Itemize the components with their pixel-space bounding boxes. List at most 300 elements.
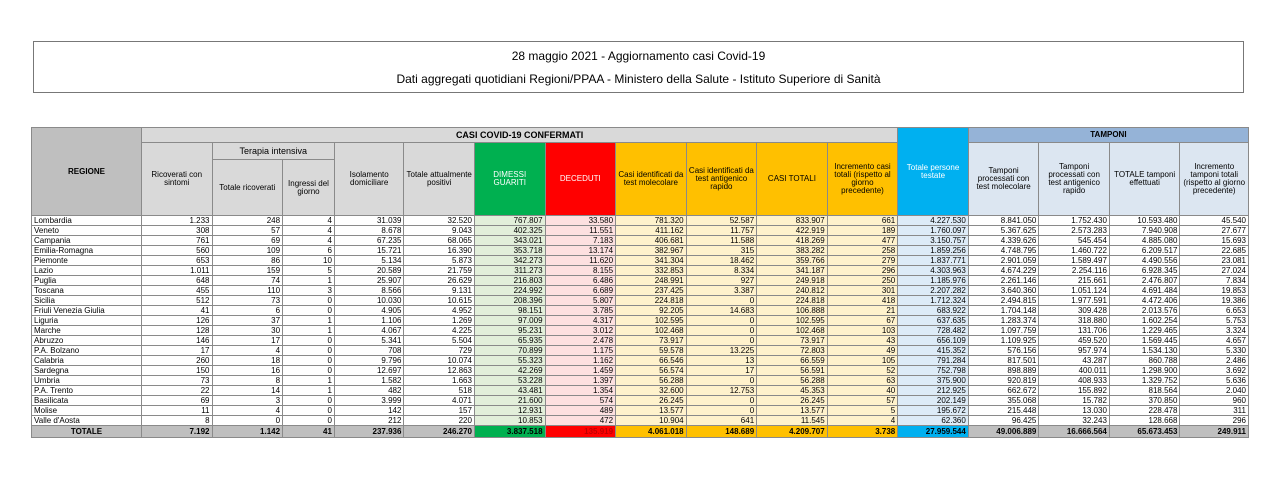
value-cell: 215.448: [968, 406, 1039, 416]
value-cell: 1.269: [404, 316, 475, 326]
value-cell: 15.721: [334, 246, 404, 256]
table-row: [32, 246, 1249, 256]
value-cell: 0: [283, 346, 335, 356]
value-cell: 2.207.282: [898, 286, 969, 296]
value-cell: 767.807: [474, 216, 545, 226]
value-cell: 1.977.591: [1039, 296, 1110, 306]
value-cell: 13: [686, 356, 757, 366]
value-cell: 8.155: [545, 266, 616, 276]
value-cell: 791.284: [898, 356, 969, 366]
value-cell: 1.752.430: [1039, 216, 1110, 226]
value-cell: 653: [141, 256, 212, 266]
value-cell: 1.283.374: [968, 316, 1039, 326]
header-dimessi: DIMESSI GUARITI: [474, 143, 545, 216]
value-cell: 1.354: [545, 386, 616, 396]
value-cell: 761: [141, 236, 212, 246]
value-cell: 42.269: [474, 366, 545, 376]
value-cell: 400.011: [1039, 366, 1110, 376]
region-name-cell: Emilia-Romagna: [32, 246, 142, 256]
value-cell: 150: [141, 366, 212, 376]
table-row: [32, 266, 1249, 276]
value-cell: 202.149: [898, 396, 969, 406]
value-cell: 1: [283, 376, 335, 386]
value-cell: 131.706: [1039, 326, 1110, 336]
value-cell: 208.396: [474, 296, 545, 306]
value-cell: 4: [212, 346, 283, 356]
value-cell: 4.657: [1180, 336, 1249, 346]
value-cell: 55.323: [474, 356, 545, 366]
value-cell: 4.225: [404, 326, 475, 336]
value-cell: 1.051.124: [1039, 286, 1110, 296]
report-title: 28 maggio 2021 - Aggiornamento casi Covid-19: [511, 49, 766, 63]
table-row: [32, 356, 1249, 366]
value-cell: 1: [283, 386, 335, 396]
value-cell: 341.187: [757, 266, 828, 276]
value-cell: 25.907: [334, 276, 404, 286]
value-cell: 5.753: [1180, 316, 1249, 326]
value-cell: 1.602.254: [1109, 316, 1180, 326]
value-cell: 98.151: [474, 306, 545, 316]
value-cell: 95.231: [474, 326, 545, 336]
value-cell: 422.919: [757, 226, 828, 236]
region-name-cell: Umbria: [32, 376, 142, 386]
value-cell: 32.243: [1039, 416, 1110, 426]
value-cell: 375.900: [898, 376, 969, 386]
value-cell: 4.339.626: [968, 236, 1039, 246]
value-cell: 5.873: [404, 256, 475, 266]
value-cell: 17: [686, 366, 757, 376]
header-casi-antigenico: Casi identificati da test antigenico rapido: [686, 143, 757, 216]
header-casi-totali: CASI TOTALI: [757, 143, 828, 216]
header-regione: REGIONE: [32, 128, 142, 216]
value-cell: 637.635: [898, 316, 969, 326]
value-cell: 1: [283, 276, 335, 286]
value-cell: 224.818: [616, 296, 687, 306]
value-cell: 3.785: [545, 306, 616, 316]
header-tamponi-antigenico: Tamponi processati con test antigenico rapido: [1039, 143, 1110, 216]
value-cell: 19.853: [1180, 286, 1249, 296]
table-row: [32, 296, 1249, 306]
value-cell: 0: [283, 396, 335, 406]
table-row: [32, 336, 1249, 346]
value-cell: 69: [141, 396, 212, 406]
value-cell: 308: [141, 226, 212, 236]
value-cell: 12.697: [334, 366, 404, 376]
value-cell: 195.672: [898, 406, 969, 416]
value-cell: 1.589.497: [1039, 256, 1110, 266]
value-cell: 53.228: [474, 376, 545, 386]
value-cell: 1.298.900: [1109, 366, 1180, 376]
header-tamponi-molecolare: Tamponi processati con test molecolare: [968, 143, 1039, 216]
region-name-cell: Puglia: [32, 276, 142, 286]
value-cell: 359.766: [757, 256, 828, 266]
value-cell: 342.273: [474, 256, 545, 266]
value-cell: 8: [141, 416, 212, 426]
value-cell: 5.807: [545, 296, 616, 306]
report-subtitle: Dati aggregati quotidiani Regioni/PPAA - Ministero della Salute - Istituto Superiore di Sanità: [396, 72, 881, 86]
value-cell: 957.974: [1039, 346, 1110, 356]
header-ricoverati: Ricoverati con sintomi: [141, 143, 212, 216]
value-cell: 301: [827, 286, 898, 296]
value-cell: 1.097.759: [968, 326, 1039, 336]
value-cell: 1.837.771: [898, 256, 969, 266]
table-row: [32, 316, 1249, 326]
value-cell: 7.834: [1180, 276, 1249, 286]
value-cell: 382.967: [616, 246, 687, 256]
covid-data-table: [31, 127, 1249, 438]
value-cell: 9.131: [404, 286, 475, 296]
value-cell: 159: [212, 266, 283, 276]
value-cell: 1.859.256: [898, 246, 969, 256]
value-cell: 920.819: [968, 376, 1039, 386]
value-cell: 1.712.324: [898, 296, 969, 306]
value-cell: 411.162: [616, 226, 687, 236]
value-cell: 59.578: [616, 346, 687, 356]
value-cell: 67: [827, 316, 898, 326]
value-cell: 74: [212, 276, 283, 286]
value-cell: 818.564: [1109, 386, 1180, 396]
value-cell: 4.674.229: [968, 266, 1039, 276]
value-cell: 355.068: [968, 396, 1039, 406]
value-cell: 2.254.116: [1039, 266, 1110, 276]
value-cell: 72.803: [757, 346, 828, 356]
value-cell: 0: [686, 396, 757, 406]
value-cell: 70.899: [474, 346, 545, 356]
value-cell: 4.952: [404, 306, 475, 316]
value-cell: 1.760.097: [898, 226, 969, 236]
value-cell: 2.901.059: [968, 256, 1039, 266]
table-row: [32, 386, 1249, 396]
value-cell: 11: [141, 406, 212, 416]
value-cell: 6.209.517: [1109, 246, 1180, 256]
value-cell: 102.595: [757, 316, 828, 326]
value-cell: 12.931: [474, 406, 545, 416]
value-cell: 237.425: [616, 286, 687, 296]
value-cell: 5.367.625: [968, 226, 1039, 236]
value-cell: 3.999: [334, 396, 404, 406]
value-cell: 648: [141, 276, 212, 286]
value-cell: 5: [827, 406, 898, 416]
value-cell: 408.933: [1039, 376, 1110, 386]
value-cell: 383.282: [757, 246, 828, 256]
header-totale-positivi: Totale attualmente positivi: [404, 143, 475, 216]
total-value-cell: 16.666.564: [1039, 426, 1110, 438]
value-cell: 353.718: [474, 246, 545, 256]
value-cell: 2.261.146: [968, 276, 1039, 286]
value-cell: 12.863: [404, 366, 475, 376]
value-cell: 315: [686, 246, 757, 256]
value-cell: 4: [212, 406, 283, 416]
value-cell: 1.663: [404, 376, 475, 386]
value-cell: 833.907: [757, 216, 828, 226]
value-cell: 459.520: [1039, 336, 1110, 346]
total-value-cell: 3.837.518: [474, 426, 545, 438]
total-value-cell: 27.959.544: [898, 426, 969, 438]
value-cell: 73: [212, 296, 283, 306]
value-cell: 5.636: [1180, 376, 1249, 386]
value-cell: 3.324: [1180, 326, 1249, 336]
region-name-cell: P.A. Bolzano: [32, 346, 142, 356]
value-cell: 0: [283, 406, 335, 416]
value-cell: 6.928.345: [1109, 266, 1180, 276]
value-cell: 146: [141, 336, 212, 346]
value-cell: 43.481: [474, 386, 545, 396]
value-cell: 57: [212, 226, 283, 236]
value-cell: 43: [827, 336, 898, 346]
value-cell: 248.991: [616, 276, 687, 286]
value-cell: 30: [212, 326, 283, 336]
total-value-cell: 65.673.453: [1109, 426, 1180, 438]
value-cell: 68.065: [404, 236, 475, 246]
header-totale-ricoverati: Totale ricoverati: [212, 160, 283, 216]
value-cell: 23.081: [1180, 256, 1249, 266]
value-cell: 2.040: [1180, 386, 1249, 396]
value-cell: 683.922: [898, 306, 969, 316]
value-cell: 2.013.576: [1109, 306, 1180, 316]
value-cell: 14.683: [686, 306, 757, 316]
value-cell: 1.185.976: [898, 276, 969, 286]
value-cell: 8.566: [334, 286, 404, 296]
header-totale-tamponi: TOTALE tamponi effettuati: [1109, 143, 1180, 216]
value-cell: 102.595: [616, 316, 687, 326]
table-row: [32, 276, 1249, 286]
header-deceduti: DECEDUTI: [545, 143, 616, 216]
value-cell: 21.600: [474, 396, 545, 406]
total-value-cell: 3.738: [827, 426, 898, 438]
value-cell: 0: [686, 376, 757, 386]
region-name-cell: Lazio: [32, 266, 142, 276]
value-cell: 22.685: [1180, 246, 1249, 256]
value-cell: 1.329.752: [1109, 376, 1180, 386]
value-cell: 4.691.484: [1109, 286, 1180, 296]
value-cell: 18.462: [686, 256, 757, 266]
region-name-cell: Toscana: [32, 286, 142, 296]
value-cell: 216.803: [474, 276, 545, 286]
value-cell: 4.472.406: [1109, 296, 1180, 306]
value-cell: 576.156: [968, 346, 1039, 356]
value-cell: 6.653: [1180, 306, 1249, 316]
table-row: [32, 256, 1249, 266]
value-cell: 512: [141, 296, 212, 306]
value-cell: 2.486: [1180, 356, 1249, 366]
value-cell: 13.577: [757, 406, 828, 416]
value-cell: 224.992: [474, 286, 545, 296]
table-row: [32, 306, 1249, 316]
value-cell: 52: [827, 366, 898, 376]
value-cell: 3.150.757: [898, 236, 969, 246]
value-cell: 128.668: [1109, 416, 1180, 426]
value-cell: 67.235: [334, 236, 404, 246]
value-cell: 26.245: [616, 396, 687, 406]
value-cell: 6: [283, 246, 335, 256]
value-cell: 102.468: [616, 326, 687, 336]
value-cell: 16.390: [404, 246, 475, 256]
value-cell: 228.478: [1109, 406, 1180, 416]
value-cell: 817.501: [968, 356, 1039, 366]
value-cell: 73: [141, 376, 212, 386]
value-cell: 518: [404, 386, 475, 396]
value-cell: 7.940.908: [1109, 226, 1180, 236]
value-cell: 1.162: [545, 356, 616, 366]
value-cell: 1.106: [334, 316, 404, 326]
value-cell: 472: [545, 416, 616, 426]
value-cell: 17: [141, 346, 212, 356]
value-cell: 155.892: [1039, 386, 1110, 396]
header-casi-confermati: CASI COVID-19 CONFERMATI: [141, 128, 897, 143]
region-name-cell: Sardegna: [32, 366, 142, 376]
value-cell: 455: [141, 286, 212, 296]
table-row: [32, 346, 1249, 356]
value-cell: 2.573.283: [1039, 226, 1110, 236]
value-cell: 415.352: [898, 346, 969, 356]
value-cell: 402.325: [474, 226, 545, 236]
table-row: [32, 216, 1249, 226]
value-cell: 8: [212, 376, 283, 386]
value-cell: 49: [827, 346, 898, 356]
value-cell: 11.757: [686, 226, 757, 236]
value-cell: 0: [283, 336, 335, 346]
value-cell: 656.109: [898, 336, 969, 346]
value-cell: 482: [334, 386, 404, 396]
value-cell: 477: [827, 236, 898, 246]
value-cell: 258: [827, 246, 898, 256]
value-cell: 5.341: [334, 336, 404, 346]
value-cell: 37: [212, 316, 283, 326]
value-cell: 5: [283, 266, 335, 276]
value-cell: 10: [283, 256, 335, 266]
table-row: [32, 396, 1249, 406]
value-cell: 662.672: [968, 386, 1039, 396]
value-cell: 21: [827, 306, 898, 316]
region-name-cell: Abruzzo: [32, 336, 142, 346]
total-value-cell: 4.061.018: [616, 426, 687, 438]
value-cell: 0: [283, 416, 335, 426]
report-title-box: [33, 41, 1244, 93]
region-name-cell: Campania: [32, 236, 142, 246]
value-cell: 260: [141, 356, 212, 366]
value-cell: 142: [334, 406, 404, 416]
value-cell: 1.704.148: [968, 306, 1039, 316]
value-cell: 215.661: [1039, 276, 1110, 286]
value-cell: 1.582: [334, 376, 404, 386]
value-cell: 52.587: [686, 216, 757, 226]
region-name-cell: Lombardia: [32, 216, 142, 226]
value-cell: 0: [283, 306, 335, 316]
value-cell: 105: [827, 356, 898, 366]
value-cell: 960: [1180, 396, 1249, 406]
region-name-cell: Piemonte: [32, 256, 142, 266]
value-cell: 65.935: [474, 336, 545, 346]
value-cell: 10.030: [334, 296, 404, 306]
value-cell: 249.918: [757, 276, 828, 286]
value-cell: 4: [283, 226, 335, 236]
value-cell: 1: [283, 316, 335, 326]
header-isolamento: Isolamento domiciliare: [334, 143, 404, 216]
value-cell: 0: [686, 326, 757, 336]
value-cell: 311.273: [474, 266, 545, 276]
table-row: [32, 366, 1249, 376]
table-body: [32, 216, 1249, 438]
value-cell: 729: [404, 346, 475, 356]
value-cell: 1.175: [545, 346, 616, 356]
value-cell: 224.818: [757, 296, 828, 306]
total-value-cell: 246.270: [404, 426, 475, 438]
value-cell: 8.334: [686, 266, 757, 276]
value-cell: 4.905: [334, 306, 404, 316]
value-cell: 212: [334, 416, 404, 426]
value-cell: 189: [827, 226, 898, 236]
value-cell: 250: [827, 276, 898, 286]
value-cell: 10.593.480: [1109, 216, 1180, 226]
value-cell: 45.353: [757, 386, 828, 396]
value-cell: 1.459: [545, 366, 616, 376]
total-value-cell: 7.192: [141, 426, 212, 438]
region-name-cell: Marche: [32, 326, 142, 336]
total-value-cell: 1.142: [212, 426, 283, 438]
value-cell: 13.225: [686, 346, 757, 356]
value-cell: 16: [212, 366, 283, 376]
value-cell: 11.551: [545, 226, 616, 236]
value-cell: 110: [212, 286, 283, 296]
value-cell: 9.043: [404, 226, 475, 236]
value-cell: 10.074: [404, 356, 475, 366]
value-cell: 31.039: [334, 216, 404, 226]
value-cell: 1.534.130: [1109, 346, 1180, 356]
value-cell: 1: [283, 326, 335, 336]
value-cell: 11.588: [686, 236, 757, 246]
value-cell: 927: [686, 276, 757, 286]
value-cell: 62.360: [898, 416, 969, 426]
value-cell: 0: [283, 366, 335, 376]
value-cell: 708: [334, 346, 404, 356]
table-row: [32, 326, 1249, 336]
value-cell: 11.620: [545, 256, 616, 266]
region-name-cell: Basilicata: [32, 396, 142, 406]
value-cell: 96.425: [968, 416, 1039, 426]
total-value-cell: 135.919: [545, 426, 616, 438]
value-cell: 309.428: [1039, 306, 1110, 316]
value-cell: 57: [827, 396, 898, 406]
value-cell: 0: [686, 406, 757, 416]
value-cell: 545.454: [1039, 236, 1110, 246]
value-cell: 6.689: [545, 286, 616, 296]
value-cell: 13.030: [1039, 406, 1110, 416]
value-cell: 20.589: [334, 266, 404, 276]
value-cell: 752.798: [898, 366, 969, 376]
value-cell: 12.753: [686, 386, 757, 396]
value-cell: 8.678: [334, 226, 404, 236]
value-cell: 318.880: [1039, 316, 1110, 326]
value-cell: 32.600: [616, 386, 687, 396]
value-cell: 73.917: [757, 336, 828, 346]
value-cell: 5.504: [404, 336, 475, 346]
region-name-cell: P.A. Trento: [32, 386, 142, 396]
header-terapia-intensiva: Terapia intensiva: [212, 143, 334, 160]
value-cell: 18: [212, 356, 283, 366]
value-cell: 97.009: [474, 316, 545, 326]
value-cell: 86: [212, 256, 283, 266]
total-value-cell: 41: [283, 426, 335, 438]
value-cell: 341.304: [616, 256, 687, 266]
value-cell: 661: [827, 216, 898, 226]
value-cell: 3: [212, 396, 283, 406]
value-cell: 10.904: [616, 416, 687, 426]
value-cell: 406.681: [616, 236, 687, 246]
value-cell: 0: [283, 356, 335, 366]
value-cell: 332.853: [616, 266, 687, 276]
value-cell: 43.287: [1039, 356, 1110, 366]
value-cell: 212.925: [898, 386, 969, 396]
